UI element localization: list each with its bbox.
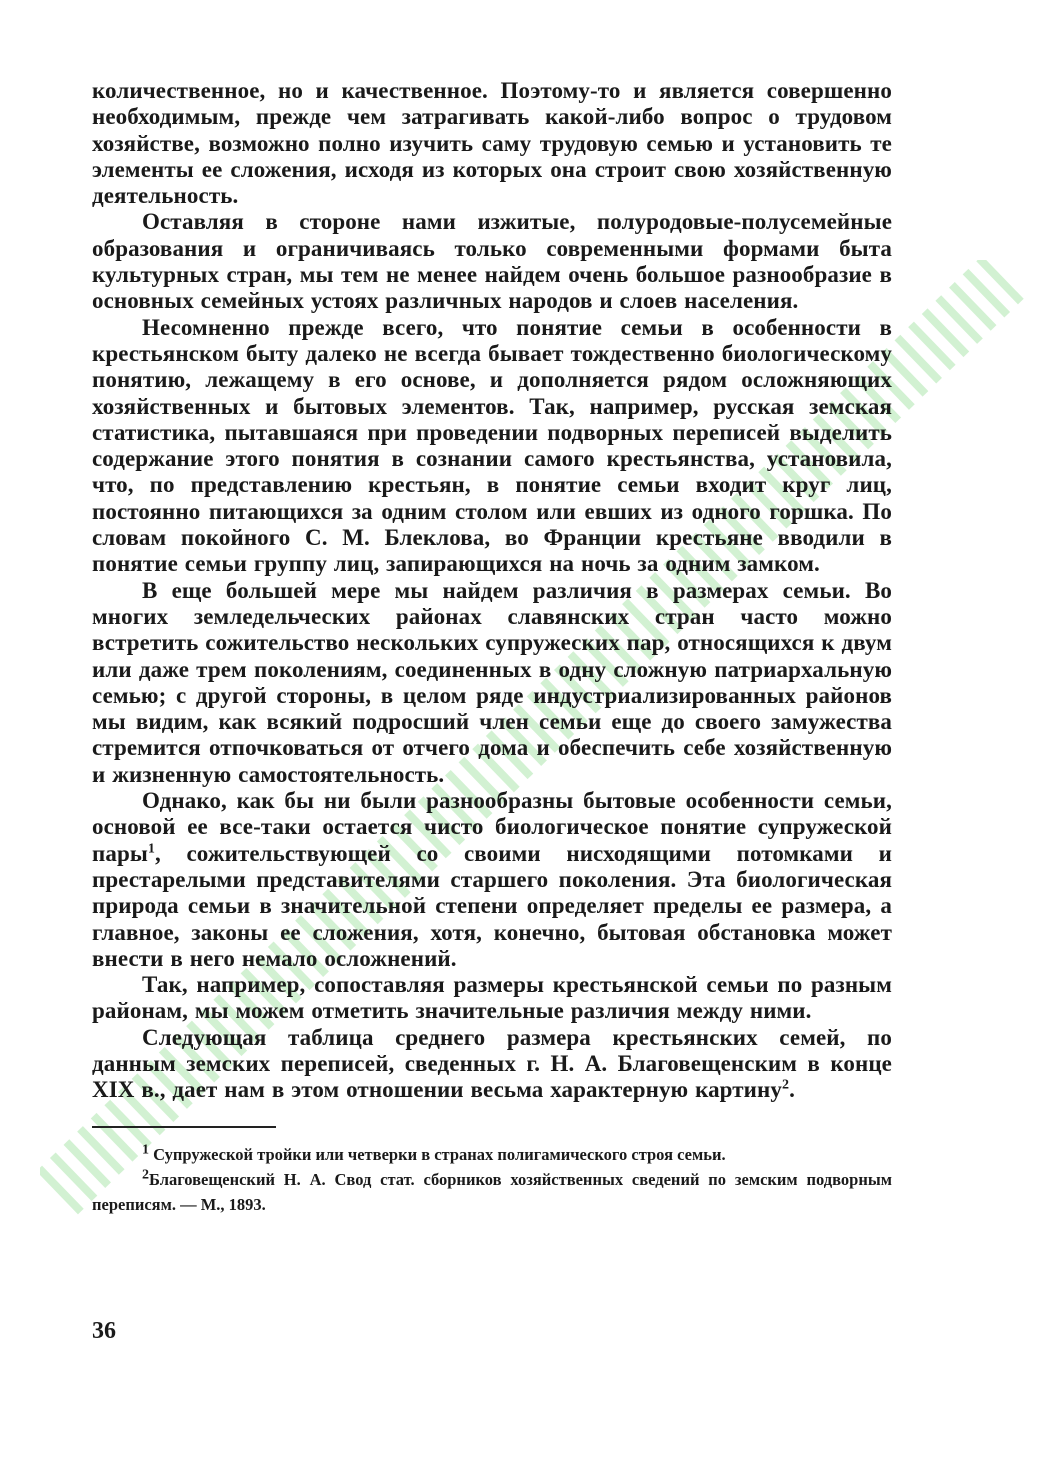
page-number: 36 — [92, 1318, 116, 1344]
paragraph-7-text-a: Следующая таблица среднего размера крестьянских семей, по данным земских переписей, сведенных г. Н. А. Благовещенским в конце XIX в., дает нам в этом отношении весьма характерную картину — [92, 1024, 892, 1103]
footnote-ref-1: 1 — [147, 840, 156, 856]
footnote-mark-2: 2 — [142, 1167, 149, 1183]
paragraph-1: количественное, но и качественное. Поэтому-то и является совершенно необходимым, прежде чем затрагивать какой-либо вопрос о трудовом хозяйстве, возможно полно изучить саму трудовую семью и установить те элементы ее сложения, исходя из которых она строит свою хозяйственную деятельность. — [92, 78, 892, 209]
footnote-divider — [92, 1126, 276, 1128]
footnote-1 — [92, 1142, 892, 1167]
paragraph-5-text-b: , сожительствующей со своими нисходящими потомками и престарелыми представителями старшего поколения. Эта биологическая природа семьи в значительной степени определяет пределы ее размера, а главное, законы ее сложения, хотя, конечно, бытовая обстановка может внести в него немало осложнений. — [92, 840, 892, 971]
footnote-2 — [92, 1167, 892, 1217]
footnote-1-text: Супружеской тройки или четверки в странах полигамического строя семьи. — [153, 1144, 726, 1164]
footnote-mark-1: 1 — [142, 1142, 149, 1158]
footnote-2-text: Благовещенский Н. А. Свод стат. сборников хозяйственных сведений по земским подворным переписям. — М., 1893. — [92, 1169, 892, 1214]
paragraph-2: Оставляя в стороне нами изжитые, полуродовые-полусемейные образования и ограничиваясь только современными формами быта культурных стран, мы тем не менее найдем очень большое разнообразие в основных семейных устоях различных народов и слоев населения. — [92, 209, 892, 314]
footnote-ref-2: 2 — [781, 1077, 790, 1093]
page-content — [92, 78, 892, 1217]
paragraph-4: В еще большей мере мы найдем различия в размерах семьи. Во многих земледельческих районах славянских стран часто можно встретить сожительство нескольких супружеских пар, относящихся к двум или даже трем поколениям, соединенных в одну сложную патриархальную семью; с другой стороны, в целом ряде индустриализированных районов мы видим, как всякий подросший член семьи еще до своего замужества стремится отпочковаться от отчего дома и обеспечить себе хозяйственную и жизненную самостоятельность. — [92, 577, 892, 787]
paragraph-7-text-b: . — [789, 1077, 795, 1103]
paragraph-5-text-a: Однако, как бы ни были разнообразны бытовые особенности семьи, основой ее все-таки остается чисто биологическое понятие супружеской пары — [92, 788, 892, 866]
paragraph-7 — [92, 1025, 892, 1104]
paragraph-5 — [92, 788, 892, 972]
paragraph-3: Несомненно прежде всего, что понятие семьи в особенности в крестьянском быту далеко не всегда бывает тождественно биологическому понятию, лежащему в его основе, и дополняется рядом осложняющих хозяйственных и бытовых элементов. Так, например, русская земская статистика, пытавшаяся при проведении подворных переписей выделить содержание этого понятия в сознании самого крестьянства, установила, что, по представлению крестьян, в понятие семьи входит круг лиц, постоянно питающихся за одним столом или евших из одного горшка. По словам покойного С. М. Блеклова, во Франции крестьяне вводили в понятие семьи группу лиц, запирающихся на ночь за одним замком. — [92, 314, 892, 577]
paragraph-6: Так, например, сопоставляя размеры крестьянской семьи по разным районам, мы можем отметить значительные различия между ними. — [92, 972, 892, 1024]
